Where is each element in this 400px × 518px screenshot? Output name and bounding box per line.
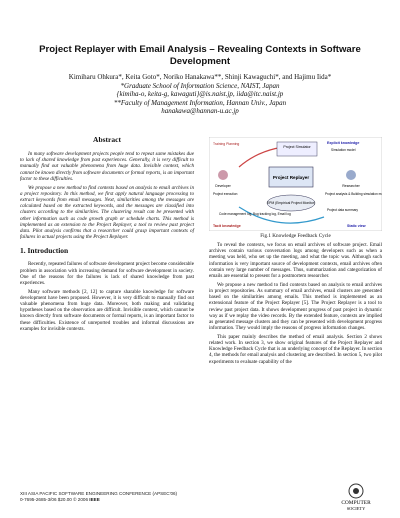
researcher-figure [346, 170, 356, 180]
isbn-line [20, 497, 177, 503]
simulation-model-label: Simulation model [331, 148, 356, 152]
right-paragraph-3: This paper mainly describes the method of email analysis. Section 2 shows related work. In section 3, we show original features of the Project Replayer and Knowledge Feedback Cycle that is an underlying concept of the Replayer. In section 4, the methods for email analysis and clustering are described. In section 5, two pilot experiments to evaluate capability of the [209, 333, 382, 365]
training-planning-label: Training Planning [213, 142, 240, 146]
author-list: Kimiharu Ohkura*, Keita Goto*, Noriko Hanakawa**, Shinji Kawaguchi*, and Hajimu Iida* [68, 73, 332, 81]
code-mgmt-label: Code management log, Bug tracking log, Email log [219, 212, 291, 216]
affiliation-2-email: hanakawa@hannan-u.ac.jp [161, 107, 239, 116]
isbn-text: 0-7695-2685-3/06 $20.00 © 2006 [20, 496, 89, 502]
ieee-mark: IEEE [89, 496, 100, 502]
author-block [20, 73, 380, 116]
figure-caption: Fig.1 Knowledge Feedback Cycle [260, 233, 331, 239]
affiliation-2: **Faculty of Management Information, Hannan Univ., Japan [113, 98, 287, 107]
title-line-2: Development [169, 56, 231, 67]
researcher-label: Researcher [342, 184, 360, 188]
title-line-1: Project Replayer with Email Analysis – Revealing Contexts in Software [39, 44, 361, 55]
project-replayer-label: Project Replayer [272, 175, 310, 180]
paper-title [20, 44, 380, 68]
logo-word-1: COMPUTER [341, 500, 371, 506]
project-analysis-label: Project analysis & Building simulation model [325, 192, 382, 196]
right-paragraph-2: We propose a new method to find contexts based on analysis to email archives in project repositories. As summary of email archives, email clusters are generated based on the similarities among emails. This method is implemented as an extensional feature of the Project Replayer [5]. The Project Replayer is a tool to review past project data. It shows development progress of past project in dynamic way as if we replay the video records. By the extended feature, contexts are implied as generated message clusters and they can be presented with development progress information. They would imply the reasons of progress information changes. [209, 281, 382, 332]
introduction-heading: 1. Introduction [20, 246, 69, 256]
left-column [20, 135, 194, 335]
introduction-text [20, 261, 194, 332]
epm-label: EPM (Empirical Project Monitor) [266, 201, 316, 205]
right-column [209, 242, 382, 367]
intro-paragraph-1: Recently, repeated failures of software development project become considerable problem in association with increasing demand for software development in society. One of the reasons for the failures is lack of shared knowledge from past experiences. [20, 261, 194, 286]
logo-word-2: SOCIETY [346, 506, 366, 511]
intro-paragraph-2: Many software methods [2, 12] to capture sharable knowledge for software development have been proposed. However, it is very difficult to manually find out valuable phenomena from huge data. Moreover, both making and validating hypotheses based on the observation are difficult. Invisible context, which cannot be known directly from software documents or formal reports, is an important factor to these difficulties. Existence of unreported troubles and informal discussions are examples for invisible contexts. [20, 288, 194, 332]
conference-line: XIII ASIA PACIFIC SOFTWARE ENGINEERING CONFERENCE (APSEC'06) [20, 491, 178, 496]
figure-diagram [209, 137, 382, 231]
logo-graphic [331, 482, 381, 512]
project-execution-label: Project execution [213, 192, 238, 196]
developer-label: Developer [215, 184, 231, 188]
explicit-knowledge-label: Explicit knowledge [327, 141, 360, 145]
computer-society-logo [331, 482, 381, 512]
abstract-heading: Abstract [93, 135, 121, 144]
developer-figure [218, 170, 228, 180]
knowledge-feedback-figure [209, 137, 382, 231]
right-paragraph-1: To reveal the contexts, we focus on email archives of software project. Email archives contain various conversation logs among developers such as when a meeting was held, who set up the meeting, and what the topic was. Although such information is very important source of development contexts, email archives often contain very large number of messages. Thus, summarization and categorization of emails are essential to present for a postmortem researcher. [209, 242, 382, 280]
static-view-label: Static view [347, 224, 366, 228]
affiliation-1-emails: {kimiha-o, keita-g, kawaguti}@is.naist.jp, iida@itc.naist.jp [116, 90, 284, 99]
abstract-text [20, 151, 194, 240]
page-footer [20, 491, 177, 503]
abstract-paragraph-2: We propose a new method to find contexts based on analysis to email archives in a project repository. In this method, we first apply natural language processing to extract keywords from email messages. Next, similarities among the messages are calculated based on the extracted keywords, and the messages are classified into clusters according to the similarities. The clustering result can be presented with other information such as code growth graph or schedule charts. This method is implemented as an extension to the Project Replayer, a tool to review past project data. Pilot analysis confirms that a researcher could grasp important contexts of failures in actual projects using the Project Replayer. [20, 184, 194, 241]
project-simulator-label: Project Simulator [283, 145, 311, 149]
project-data-summary-label: Project data summary [327, 208, 359, 212]
abstract-paragraph-1: In many software development projects people tend to repeat same mistakes due to lack of shared knowledge from past experiences. Generally, it is very difficult to manually find out valuable phenomena from huge data. Invisible context, which cannot be known directly from software documents or formal reports, is an important factor to these difficulties. [20, 151, 194, 182]
tacit-knowledge-label: Tacit knowledge [213, 224, 241, 228]
affiliation-1: *Graduate School of Information Science, NAIST, Japan [120, 81, 280, 90]
